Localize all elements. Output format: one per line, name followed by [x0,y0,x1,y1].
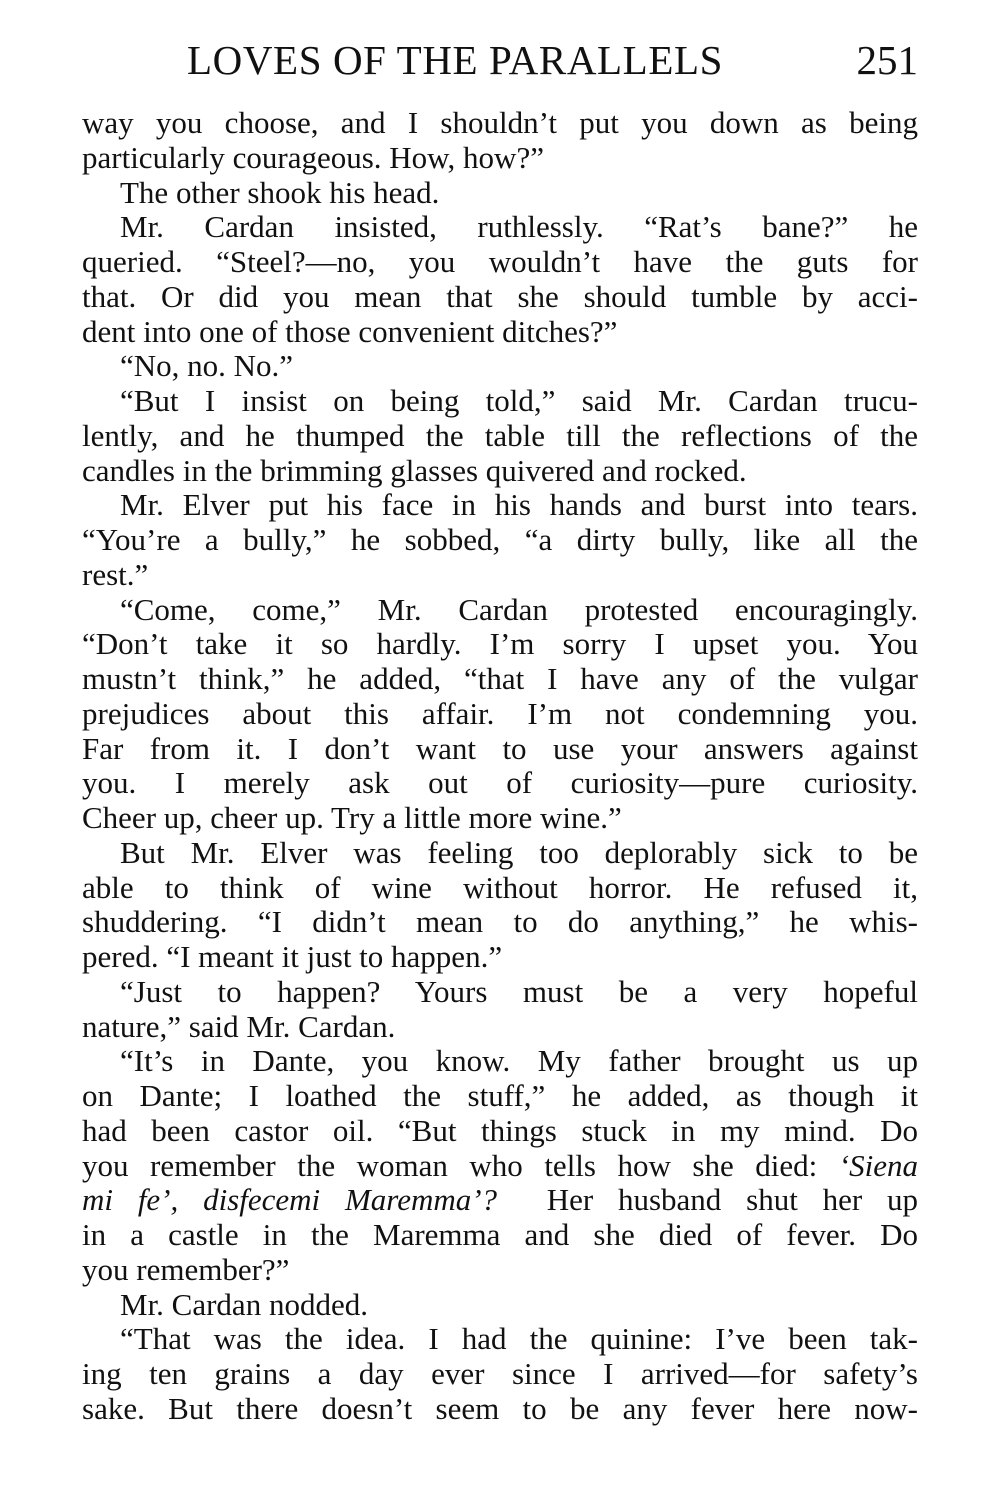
text-line: you remember?” [82,1252,290,1287]
text-line: way you choose, and I shouldn’t put you down as being [82,106,918,140]
page-number: 251 [856,37,918,83]
text-line: dent into one of those convenient ditches?” [82,314,618,349]
text-line: nature,” said Mr. Cardan. [82,1009,396,1044]
text-line: you. I merely ask out of curiosity—pure curiosity. [82,766,918,801]
text-line: queried. “Steel?—no, you wouldn’t have the guts for [82,245,918,279]
text-line: Mr. Elver put his face in his hands and burst into tears. [120,488,918,523]
text-line: sake. But there doesn’t seem to be any fever here now- [82,1391,918,1426]
text-line: “No, no. No.” [120,349,294,384]
text-line: Mr. Cardan nodded. [120,1287,368,1322]
italic-quote: mi fe’, disfecemi Maremma’? [82,1183,498,1218]
running-head [82,32,918,88]
text-line: that. Or did you mean that she should tumble by acci- [82,279,918,314]
text-line: mustn’t think,” he added, “that I have any of the vulgar [82,662,918,696]
text-line: candles in the brimming glasses quivered and rocked. [82,453,747,488]
italic-quote: ‘Siena [838,1148,918,1183]
text-line: The other shook his head. [120,175,440,210]
text-line: “Don’t take it so hardly. I’m sorry I upset you. You [82,627,918,662]
text-line: Far from it. I don’t want to use your answers against [82,731,918,766]
text-line: you remember the woman who tells how she died: ‘Siena [82,1148,918,1183]
text-line: ing ten grains a day ever since I arrived—for safety’s [82,1357,918,1391]
text-line: particularly courageous. How, how?” [82,140,544,175]
text-line: Cheer up, cheer up. Try a little more wine.” [82,801,622,835]
text-line: had been castor oil. “But things stuck in my mind. Do [82,1113,918,1148]
body-text [82,106,918,1427]
text-line: “Come, come,” Mr. Cardan protested encouragingly. [120,592,918,627]
text-line: rest.” [82,557,149,592]
text-line: Mr. Cardan insisted, ruthlessly. “Rat’s bane?” he [120,210,918,245]
text-line: But Mr. Elver was feeling too deplorably sick to be [120,835,918,870]
text-line: “That was the idea. I had the quinine: I’ve been tak- [120,1322,918,1357]
text-line: lently, and he thumped the table till the reflections of the [82,418,918,453]
text-line: able to think of wine without horror. He refused it, [82,870,918,905]
running-title: LOVES OF THE PARALLELS [187,37,724,83]
text-line: “But I insist on being told,” said Mr. Cardan trucu- [120,384,918,418]
text-line: “You’re a bully,” he sobbed, “a dirty bully, like all the [82,523,918,557]
text-line: pered. “I meant it just to happen.” [82,940,503,974]
text-line: shuddering. “I didn’t mean to do anything,” he whis- [82,905,918,940]
text-line: mi fe’, disfecemi Maremma’? Her husband shut her up [82,1183,918,1218]
text-line: prejudices about this affair. I’m not condemning you. [82,696,918,731]
text-line: in a castle in the Maremma and she died of fever. Do [82,1218,918,1252]
text-line: “It’s in Dante, you know. My father brought us up [120,1044,918,1079]
text-line: “Just to happen? Yours must be a very hopeful [120,974,918,1009]
text-line: on Dante; I loathed the stuff,” he added, as though it [82,1079,918,1113]
